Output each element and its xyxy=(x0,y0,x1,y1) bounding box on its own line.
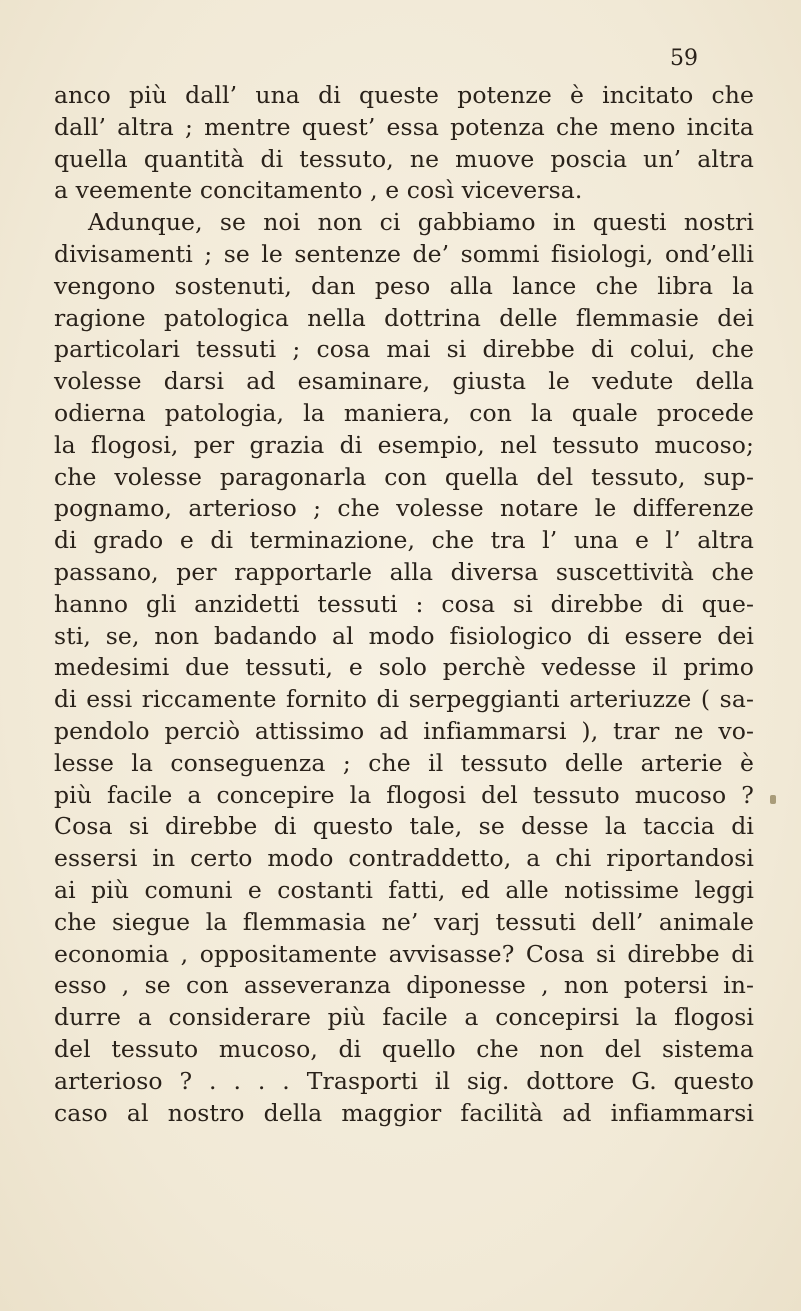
text-line: passano, per rapportarle alla diversa suscettività che xyxy=(54,557,754,586)
text-line: pendolo perciò attissimo ad infiammarsi ), trar ne vo- xyxy=(54,716,754,745)
margin-ink-mark xyxy=(770,795,776,804)
text-line: vengono sostenuti, dan peso alla lance che libra la xyxy=(54,271,754,300)
text-line: hanno gli anzidetti tessuti : cosa si direbbe di que- xyxy=(54,589,754,618)
text-line: durre a considerare più facile a concepirsi la flogosi xyxy=(54,1003,754,1032)
text-line: caso al nostro della maggior facilità ad infiammarsi xyxy=(54,1098,754,1127)
text-line: più facile a concepire la flogosi del tessuto mucoso ? xyxy=(54,780,754,809)
text-line: quella quantità di tessuto, ne muove poscia un’ altra xyxy=(54,144,754,173)
text-line: essersi in certo modo contraddetto, a chi riportandosi xyxy=(54,844,754,873)
text-line: volesse darsi ad esaminare, giusta le vedute della xyxy=(54,367,754,396)
text-line: la flogosi, per grazia di esempio, nel tessuto mucoso; xyxy=(54,430,754,459)
text-line: del tessuto mucoso, di quello che non del sistema xyxy=(54,1034,754,1063)
page-number: 59 xyxy=(670,46,698,71)
text-line: di essi riccamente fornito di serpeggianti arteriuzze ( sa- xyxy=(54,685,754,714)
text-line: esso , se con asseveranza diponesse , non potersi in- xyxy=(54,971,754,1000)
text-line: pognamo, arterioso ; che volesse notare le differenze xyxy=(54,494,754,523)
text-line: dall’ altra ; mentre quest’ essa potenza che meno incita xyxy=(54,112,754,141)
text-line: che siegue la flemmasia ne’ varj tessuti dell’ animale xyxy=(54,907,754,936)
text-line: anco più dall’ una di queste potenze è incitato che xyxy=(54,81,754,109)
text-line: particolari tessuti ; cosa mai si direbbe di colui, che xyxy=(54,335,754,364)
text-line: economia , oppositamente avvisasse? Cosa si direbbe di xyxy=(54,939,754,968)
text-line: Adunque, se noi non ci gabbiamo in questi nostri xyxy=(88,208,754,237)
text-line: di grado e di terminazione, che tra l’ una e l’ altra xyxy=(54,526,754,555)
text-line: arterioso ? . . . . Trasporti il sig. dottore G. questo xyxy=(54,1066,754,1095)
text-line: sti, se, non badando al modo fisiologico di essere dei xyxy=(54,621,754,650)
text-line: che volesse paragonarla con quella del tessuto, sup- xyxy=(54,462,754,491)
text-line: medesimi due tessuti, e solo perchè vedesse il primo xyxy=(54,653,754,682)
text-line: odierna patologia, la maniera, con la quale procede xyxy=(54,398,754,427)
text-line: lesse la conseguenza ; che il tessuto delle arterie è xyxy=(54,748,754,777)
text-line: divisamenti ; se le sentenze de’ sommi fisiologi, ond’elli xyxy=(54,239,754,268)
text-line: ragione patologica nella dottrina delle flemmasie dei xyxy=(54,303,754,332)
text-line: a veemente concitamento , e così viceversa. xyxy=(54,176,583,205)
text-line: Cosa si direbbe di questo tale, se desse la taccia di xyxy=(54,812,754,841)
text-line: ai più comuni e costanti fatti, ed alle notissime leggi xyxy=(54,875,754,904)
body-text xyxy=(54,80,754,1129)
